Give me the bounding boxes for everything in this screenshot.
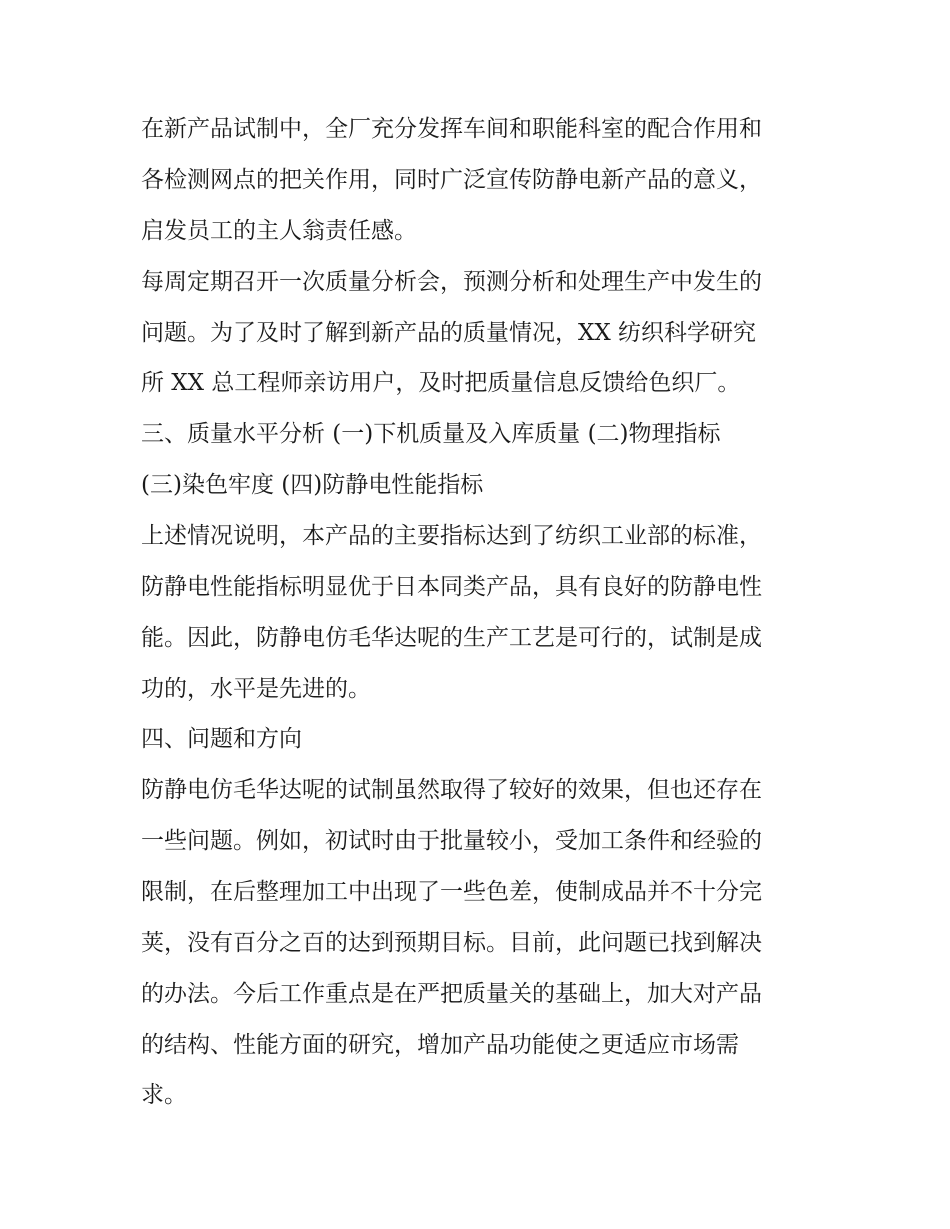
text-line: 各检测网点的把关作用，同时广泛宣传防静电新产品的意义，: [141, 167, 762, 193]
text-line: 的办法。今后工作重点是在严把质量关的基础上，加大对产品: [141, 981, 762, 1007]
text-line: 上述情况说明，本产品的主要指标达到了纺织工业部的标准，: [141, 523, 762, 549]
text-line: 在新产品试制中，全厂充分发挥车间和职能科室的配合作用和: [141, 116, 762, 142]
text-line: 问题。为了及时了解到新产品的质量情况，XX 纺织科学研究: [141, 320, 757, 346]
text-line: 功的，水平是先进的。: [141, 676, 371, 702]
section-heading: (三)染色牢度 (四)防静电性能指标: [141, 472, 484, 498]
text-line: 一些问题。例如，初试时由于批量较小，受加工条件和经验的: [141, 828, 762, 854]
text-line: 每周定期召开一次质量分析会，预测分析和处理生产中发生的: [141, 269, 762, 295]
text-line: 的结构、性能方面的研究，增加产品功能使之更适应市场需: [141, 1032, 739, 1058]
text-line: 求。: [141, 1082, 187, 1108]
text-line: 防静电仿毛华达呢的试制虽然取得了较好的效果，但也还存在: [141, 777, 762, 803]
text-line: 所 XX 总工程师亲访用户，及时把质量信息反馈给色织厂。: [141, 370, 741, 396]
section-heading: 四、问题和方向: [141, 726, 302, 752]
text-line: 启发员工的主人翁责任感。: [141, 218, 417, 244]
section-heading: 三、质量水平分析 (一)下机质量及入库质量 (二)物理指标: [141, 421, 721, 447]
text-line: 防静电性能指标明显优于日本同类产品，具有良好的防静电性: [141, 574, 762, 600]
text-line: 荚，没有百分之百的达到预期目标。目前，此问题已找到解决: [141, 930, 762, 956]
text-line: 能。因此，防静电仿毛华达呢的生产工艺是可行的，试制是成: [141, 625, 762, 651]
text-line: 限制，在后整理加工中出现了一些色差，使制成品并不十分完: [141, 879, 762, 905]
